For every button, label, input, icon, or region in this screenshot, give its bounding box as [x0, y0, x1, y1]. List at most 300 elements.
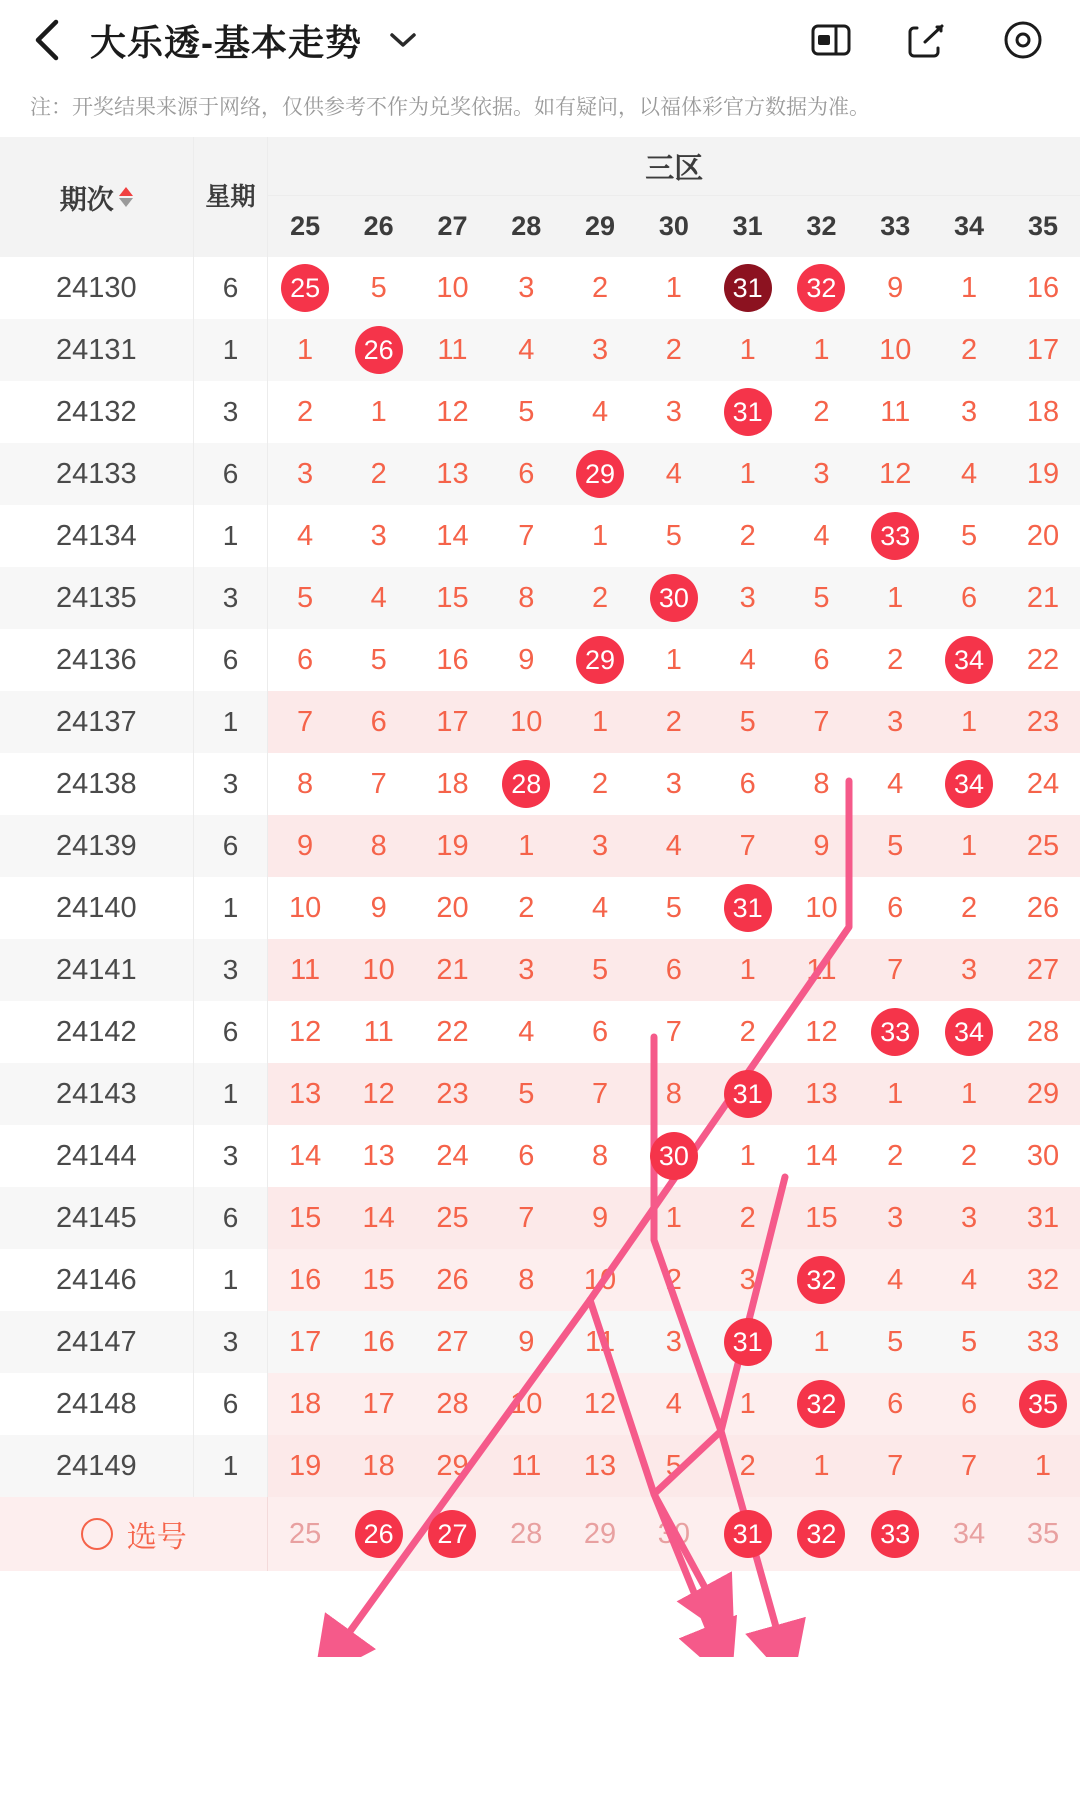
cell-number: 3 [785, 443, 859, 505]
header-week [193, 137, 268, 257]
cell-number: 13 [416, 443, 490, 505]
cell-number: 5 [665, 519, 682, 552]
cell-number: 29 [416, 1435, 490, 1497]
pick-cell-29[interactable]: 29 [563, 1497, 637, 1571]
cell-number [563, 629, 637, 691]
cell-number: 1 [932, 1063, 1006, 1125]
cell-number: 5 [268, 567, 342, 629]
cell-number: 1 [711, 939, 785, 1001]
cell-number: 6 [932, 1373, 1006, 1435]
cell-number: 5 [785, 567, 859, 629]
cell-number: 3 [563, 815, 637, 877]
cell-number: 6 [887, 891, 904, 924]
cell-number: 1 [711, 443, 785, 505]
cell-number: 8 [637, 1063, 711, 1125]
cell-number: 9 [887, 271, 904, 304]
cell-number: 2 [739, 1015, 756, 1048]
cell-number: 9 [268, 815, 342, 877]
table-row [0, 877, 1080, 939]
cell-number: 14 [288, 1139, 322, 1172]
cell-issue[interactable]: 24145 [0, 1187, 193, 1249]
cell-number: 11 [363, 1015, 394, 1048]
cell-week: 1 [193, 505, 268, 567]
cell-number: 2 [887, 1139, 904, 1172]
cell-number [711, 257, 785, 319]
cell-number: 2 [637, 691, 711, 753]
cell-number: 4 [739, 643, 756, 676]
cell-number: 1 [932, 691, 1006, 753]
cell-number: 16 [1026, 271, 1060, 304]
header-number-25[interactable]: 25 [268, 195, 342, 257]
pick-ball[interactable]: 26 [355, 1510, 403, 1558]
cell-number: 2 [637, 1249, 711, 1311]
cell-issue[interactable]: 24130 [0, 257, 193, 319]
hit-ball: 30 [650, 574, 698, 622]
cell-number: 2 [960, 1139, 978, 1172]
cell-number: 6 [297, 643, 314, 676]
cell-number: 6 [739, 767, 756, 800]
table-row [0, 939, 1080, 1001]
hit-ball: 30 [650, 1132, 698, 1180]
cell-number [489, 753, 563, 815]
table-row [0, 505, 1080, 567]
cell-number: 15 [268, 1187, 342, 1249]
cell-number [637, 1125, 711, 1187]
cell-number: 2 [297, 395, 314, 428]
share-icon[interactable] [904, 17, 950, 63]
cell-number: 5 [489, 1063, 563, 1125]
cell-number: 18 [436, 767, 469, 800]
cell-number: 23 [416, 1063, 490, 1125]
hit-ball: 29 [576, 636, 624, 684]
cell-issue[interactable]: 24131 [0, 319, 193, 381]
header-issue[interactable] [0, 137, 193, 257]
cell-number: 29 [1006, 1063, 1080, 1125]
hit-ball: 34 [945, 636, 993, 684]
cell-issue[interactable]: 24133 [0, 443, 193, 505]
cell-number: 1 [785, 1435, 859, 1497]
cell-number: 24 [436, 1139, 469, 1172]
cell-number: 16 [436, 643, 469, 676]
hit-ball: 32 [797, 1380, 845, 1428]
cell-number: 6 [342, 691, 416, 753]
cell-number: 7 [858, 1435, 932, 1497]
cell-number [932, 629, 1006, 691]
cell-number [711, 381, 785, 443]
header-number-31[interactable]: 31 [711, 195, 785, 257]
cell-number: 3 [960, 395, 978, 428]
cell-issue[interactable]: 24140 [0, 877, 193, 939]
cell-number: 5 [858, 815, 932, 877]
hit-ball: 26 [355, 326, 403, 374]
cell-number: 21 [416, 939, 490, 1001]
table-row [0, 567, 1080, 629]
cell-number: 9 [518, 643, 535, 676]
header-week-label: 星期 [205, 183, 256, 212]
cell-number: 14 [342, 1187, 416, 1249]
cell-number: 1 [711, 1373, 785, 1435]
pick-cell-25[interactable]: 25 [268, 1497, 342, 1571]
cell-number: 12 [436, 395, 469, 428]
cell-number: 2 [518, 891, 535, 924]
cell-number: 3 [268, 443, 342, 505]
cell-number: 7 [665, 1015, 682, 1048]
cell-number: 3 [858, 1187, 932, 1249]
cell-number: 3 [932, 939, 1006, 1001]
trend-table [0, 137, 1080, 1571]
cell-number: 4 [813, 519, 830, 552]
cell-number: 11 [489, 1435, 563, 1497]
cell-number: 14 [805, 1139, 838, 1172]
header-number-30[interactable]: 30 [637, 195, 711, 257]
pick-ball[interactable]: 33 [871, 1510, 919, 1558]
cell-issue[interactable]: 24144 [0, 1125, 193, 1187]
cell-number: 26 [416, 1249, 490, 1311]
cell-number: 16 [342, 1311, 416, 1373]
cell-number: 10 [858, 319, 932, 381]
cell-week: 1 [193, 877, 268, 939]
cell-number: 22 [1026, 643, 1060, 676]
cell-week: 3 [193, 939, 268, 1001]
cell-number: 32 [1006, 1249, 1080, 1311]
table-row [0, 1373, 1080, 1435]
cell-number: 18 [268, 1373, 342, 1435]
cell-number: 11 [880, 395, 911, 428]
page-title: 大乐透-基本走势 [90, 21, 362, 63]
cell-number: 10 [563, 1249, 637, 1311]
cell-number: 5 [518, 395, 535, 428]
cell-number: 3 [637, 1311, 711, 1373]
header-number-32[interactable]: 32 [785, 195, 859, 257]
table-head [0, 137, 1080, 257]
hit-ball: 31 [724, 1070, 772, 1118]
cell-number: 10 [288, 891, 322, 924]
hit-ball: 29 [576, 450, 624, 498]
cell-number: 18 [1026, 395, 1060, 428]
pick-ball[interactable]: 27 [428, 1510, 476, 1558]
pick-cell-34[interactable]: 34 [932, 1497, 1006, 1571]
cell-number: 13 [268, 1063, 342, 1125]
cell-number: 1 [858, 1063, 932, 1125]
cell-number: 3 [489, 939, 563, 1001]
cell-week: 1 [193, 691, 268, 753]
cell-number: 2 [813, 395, 830, 428]
table-body [0, 257, 1080, 1497]
cell-number: 1 [268, 319, 342, 381]
cell-number: 4 [858, 1249, 932, 1311]
cell-number: 10 [342, 939, 416, 1001]
cell-number [342, 319, 416, 381]
cell-number: 16 [268, 1249, 342, 1311]
hit-ball: 35 [1019, 1380, 1067, 1428]
cell-issue[interactable]: 24132 [0, 381, 193, 443]
cell-number [1006, 1373, 1080, 1435]
pick-cell-33[interactable] [858, 1497, 932, 1571]
cell-number: 31 [1006, 1187, 1080, 1249]
pick-cell-28[interactable]: 28 [489, 1497, 563, 1571]
cell-number: 1 [637, 1187, 711, 1249]
cell-number: 1 [960, 271, 978, 304]
cell-number: 1 [370, 395, 387, 428]
hit-ball: 32 [797, 264, 845, 312]
cell-number: 1 [785, 319, 859, 381]
cell-number: 3 [370, 519, 387, 552]
cell-number: 1 [489, 815, 563, 877]
hit-ball: 34 [945, 1008, 993, 1056]
cell-week: 1 [193, 1063, 268, 1125]
cell-number: 4 [637, 815, 711, 877]
cell-number: 20 [436, 891, 469, 924]
cell-issue[interactable]: 24134 [0, 505, 193, 567]
cell-number [711, 1311, 785, 1373]
table-row [0, 691, 1080, 753]
cell-week: 3 [193, 753, 268, 815]
cell-number: 7 [785, 691, 859, 753]
table-row [0, 257, 1080, 319]
cell-issue[interactable]: 24147 [0, 1311, 193, 1373]
pick-cell-30[interactable]: 30 [637, 1497, 711, 1571]
cell-number [858, 1001, 932, 1063]
table-row [0, 753, 1080, 815]
cell-number [785, 257, 859, 319]
cell-number: 11 [416, 319, 490, 381]
cell-week: 6 [193, 257, 268, 319]
split-screen-icon[interactable] [808, 17, 854, 63]
header-actions [808, 17, 1054, 63]
header-number-28[interactable]: 28 [489, 195, 563, 257]
header-number-33[interactable]: 33 [858, 195, 932, 257]
cell-number: 2 [563, 567, 637, 629]
cell-number: 28 [416, 1373, 490, 1435]
cell-week: 6 [193, 443, 268, 505]
table-row [0, 1311, 1080, 1373]
cell-number: 3 [932, 1187, 1006, 1249]
cell-number: 12 [288, 1015, 322, 1048]
cell-number: 13 [362, 1139, 395, 1172]
cell-week: 3 [193, 1125, 268, 1187]
cell-number: 19 [416, 815, 490, 877]
cell-number: 1 [563, 691, 637, 753]
cell-number: 4 [518, 1015, 535, 1048]
cell-number: 9 [370, 891, 387, 924]
cell-number [563, 443, 637, 505]
cell-number [932, 753, 1006, 815]
hit-ball: 34 [945, 760, 993, 808]
table-row [0, 443, 1080, 505]
cell-issue[interactable]: 24141 [0, 939, 193, 1001]
cell-number: 1 [739, 1139, 756, 1172]
cell-number: 1 [591, 519, 609, 552]
cell-number: 20 [1026, 519, 1060, 552]
cell-week: 6 [193, 815, 268, 877]
header-number-27[interactable]: 27 [416, 195, 490, 257]
cell-number: 7 [858, 939, 932, 1001]
cell-issue[interactable]: 24136 [0, 629, 193, 691]
table-row [0, 1125, 1080, 1187]
pick-row [0, 1497, 1080, 1571]
cell-number: 3 [858, 691, 932, 753]
cell-number: 25 [416, 1187, 490, 1249]
cell-number: 11 [785, 939, 859, 1001]
cell-number [785, 1249, 859, 1311]
pick-button[interactable] [0, 1497, 268, 1571]
cell-number [711, 877, 785, 939]
cell-number: 8 [489, 1249, 563, 1311]
cell-number: 7 [518, 519, 535, 552]
table-row [0, 1001, 1080, 1063]
cell-number: 1 [1006, 1435, 1080, 1497]
table-row [0, 1435, 1080, 1497]
chevron-down-icon[interactable] [388, 30, 418, 50]
cell-number: 19 [268, 1435, 342, 1497]
cell-number: 24 [1026, 767, 1060, 800]
cell-number: 7 [932, 1435, 1006, 1497]
cell-number: 3 [665, 395, 682, 428]
pick-cell-35[interactable]: 35 [1006, 1497, 1080, 1571]
cell-issue[interactable]: 24146 [0, 1249, 193, 1311]
cell-number: 2 [591, 271, 609, 304]
hit-ball: 31 [724, 264, 772, 312]
header-issue-label: 期次 [59, 184, 114, 215]
cell-number: 15 [416, 567, 490, 629]
hit-ball: 32 [797, 1256, 845, 1304]
pick-cell-31[interactable] [711, 1497, 785, 1571]
cell-issue[interactable]: 24149 [0, 1435, 193, 1497]
cell-number: 4 [489, 319, 563, 381]
cell-number: 9 [563, 1187, 637, 1249]
cell-number: 2 [637, 319, 711, 381]
cell-issue[interactable]: 24139 [0, 815, 193, 877]
cell-number: 1 [665, 271, 682, 304]
header-number-35[interactable]: 35 [1006, 195, 1080, 257]
pick-ball[interactable]: 32 [797, 1510, 845, 1558]
cell-number: 6 [489, 443, 563, 505]
cell-number: 11 [563, 1311, 637, 1373]
cell-number: 2 [591, 767, 609, 800]
pick-cell-32[interactable] [785, 1497, 859, 1571]
cell-number: 22 [436, 1015, 469, 1048]
cell-number: 33 [1006, 1311, 1080, 1373]
cell-number: 4 [932, 443, 1006, 505]
cell-issue[interactable]: 24135 [0, 567, 193, 629]
trend-table-wrap [0, 137, 1080, 1571]
cell-number: 18 [342, 1435, 416, 1497]
cell-number: 8 [591, 1139, 609, 1172]
table-foot [0, 1497, 1080, 1571]
cell-number: 2 [960, 891, 978, 924]
cell-number: 17 [416, 691, 490, 753]
cell-number: 2 [711, 1435, 785, 1497]
cell-issue[interactable]: 24137 [0, 691, 193, 753]
cell-issue[interactable]: 24138 [0, 753, 193, 815]
cell-number: 17 [1006, 319, 1080, 381]
cell-number [711, 1063, 785, 1125]
cell-number: 5 [711, 691, 785, 753]
cell-number: 25 [1006, 815, 1080, 877]
table-row [0, 1063, 1080, 1125]
target-icon[interactable] [1000, 17, 1046, 63]
cell-number: 1 [665, 643, 682, 676]
pick-cell-27[interactable] [416, 1497, 490, 1571]
cell-number: 2 [932, 319, 1006, 381]
cell-number: 5 [858, 1311, 932, 1373]
cell-number: 6 [518, 1139, 535, 1172]
header-number-26[interactable]: 26 [342, 195, 416, 257]
cell-number: 30 [1026, 1139, 1060, 1172]
cell-week: 6 [193, 629, 268, 691]
cell-number: 7 [268, 691, 342, 753]
cell-number: 19 [1006, 443, 1080, 505]
cell-number: 12 [858, 443, 932, 505]
cell-number: 3 [518, 271, 535, 304]
cell-number: 4 [342, 567, 416, 629]
table-row [0, 815, 1080, 877]
cell-week: 6 [193, 1373, 268, 1435]
table-row [0, 381, 1080, 443]
cell-number: 4 [887, 767, 904, 800]
cell-number: 10 [489, 691, 563, 753]
cell-number: 7 [489, 1187, 563, 1249]
cell-week: 6 [193, 1001, 268, 1063]
cell-number: 26 [1026, 891, 1060, 924]
cell-number: 2 [887, 643, 904, 676]
cell-number: 5 [637, 1435, 711, 1497]
hit-ball: 33 [871, 1008, 919, 1056]
cell-number: 7 [711, 815, 785, 877]
table-row [0, 319, 1080, 381]
cell-number: 5 [665, 891, 682, 924]
cell-week: 1 [193, 319, 268, 381]
cell-number: 5 [370, 271, 387, 304]
header-number-29[interactable]: 29 [563, 195, 637, 257]
cell-number: 12 [342, 1063, 416, 1125]
pick-cell-26[interactable] [342, 1497, 416, 1571]
hit-ball: 28 [502, 760, 550, 808]
sort-arrows-icon[interactable] [119, 187, 133, 207]
cell-number [858, 505, 932, 567]
cell-number: 27 [1006, 939, 1080, 1001]
cell-issue[interactable]: 24142 [0, 1001, 193, 1063]
hit-ball: 31 [724, 884, 772, 932]
cell-number: 9 [785, 815, 859, 877]
cell-number: 13 [563, 1435, 637, 1497]
cell-number: 15 [342, 1249, 416, 1311]
cell-issue[interactable]: 24148 [0, 1373, 193, 1435]
cell-number: 11 [268, 939, 342, 1001]
cell-number: 6 [858, 1373, 932, 1435]
back-icon[interactable] [26, 19, 68, 61]
disclaimer-note: 注：开奖结果来源于网络，仅供参考不作为兑奖依据。如有疑问，以福体彩官方数据为准。 [30, 96, 870, 119]
pick-ball[interactable]: 31 [724, 1510, 772, 1558]
cell-number: 1 [785, 1311, 859, 1373]
cell-week: 3 [193, 1311, 268, 1373]
cell-number: 10 [436, 271, 469, 304]
cell-number: 23 [1006, 691, 1080, 753]
cell-number: 3 [711, 1249, 785, 1311]
hit-ball: 25 [281, 264, 329, 312]
cell-number: 1 [711, 319, 785, 381]
table-row [0, 1249, 1080, 1311]
cell-week: 1 [193, 1249, 268, 1311]
cell-number [637, 567, 711, 629]
cell-number: 2 [739, 519, 756, 552]
pick-label: 选号 [126, 1521, 187, 1555]
header-number-34[interactable]: 34 [932, 195, 1006, 257]
cell-number: 17 [268, 1311, 342, 1373]
app-header [0, 0, 1080, 80]
cell-number: 3 [665, 767, 682, 800]
cell-issue[interactable]: 24143 [0, 1063, 193, 1125]
